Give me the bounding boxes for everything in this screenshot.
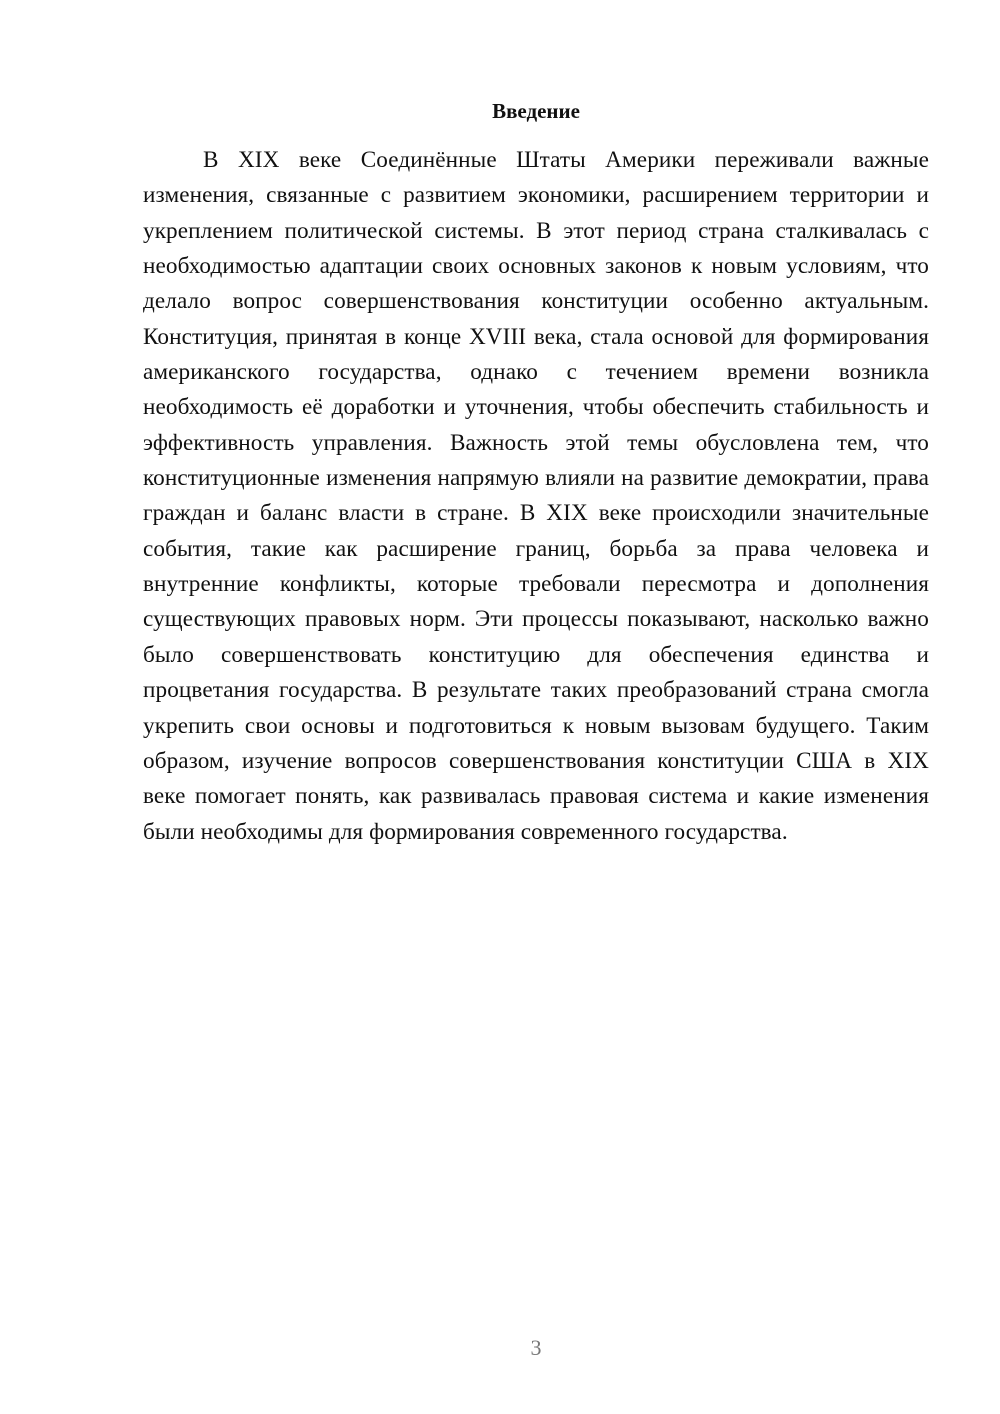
page-number: 3: [530, 1335, 542, 1360]
body-paragraph: В XIX веке Соединённые Штаты Америки переживали важные изменения, связанные с развитием экономики, расширением территории и укреплением политической системы. В этот период страна сталкивалась с необходимостью адаптации своих основных законов к новым условиям, что делало вопрос совершенствования конституции особенно актуальным. Конституция, принятая в конце XVIII века, стала основой для формирования американского государства, однако с течением времени возникла необходимость её доработки и уточнения, чтобы обеспечить стабильность и эффективность управления. Важность этой темы обусловлена тем, что конституционные изменения напрямую влияли на развитие демократии, права граждан и баланс власти в стране. В XIX веке происходили значительные события, такие как расширение границ, борьба за права человека и внутренние конфликты, которые требовали пересмотра и дополнения существующих правовых норм. Эти процессы показывают, насколько важно было совершенствовать конституцию для обеспечения единства и процветания государства. В результате таких преобразований страна смогла укрепить свои основы и подготовиться к новым вызовам будущего. Таким образом, изучение вопросов совершенствования конституции США в XIX веке помогает понять, как развивалась правовая система и какие изменения были необходимы для формирования современного государства.: [143, 147, 929, 845]
section-heading: Введение: [492, 99, 580, 123]
